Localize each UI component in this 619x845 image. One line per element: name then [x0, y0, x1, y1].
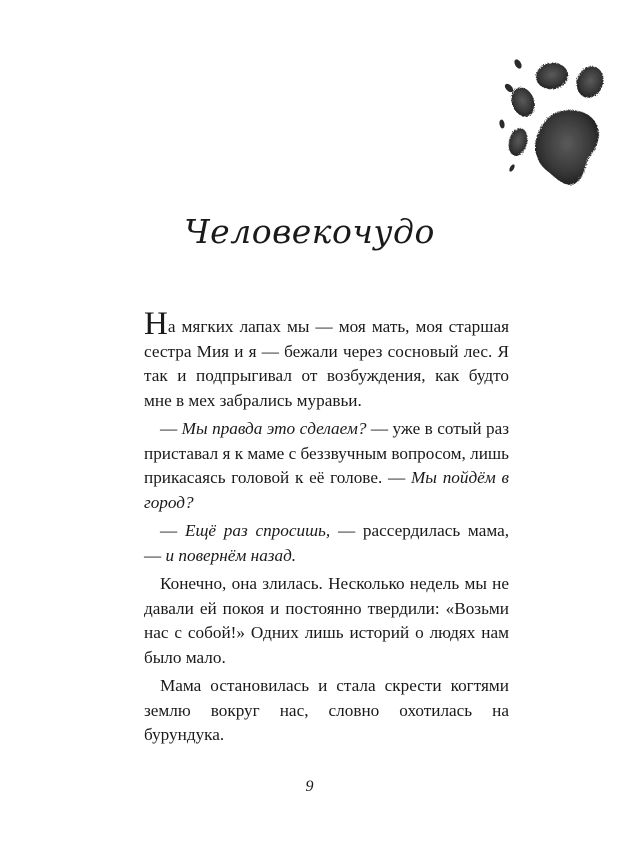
drop-cap: Н	[144, 306, 168, 342]
dialogue-italic: Мы правда это сделаем?	[181, 419, 367, 438]
paragraph-text: — рассердилась мама, —	[144, 521, 510, 565]
dialogue-dash: —	[160, 419, 182, 438]
dialogue-italic: Мы пойдём в город?	[144, 468, 509, 512]
paragraph-4: Конечно, она злилась. Несколько недель мы не давали ей покоя и постоянно твердили: «Возьми нас с собой!» Одних лишь историй о людях нам было мало.	[144, 574, 509, 667]
dialogue-dash: —	[160, 521, 185, 540]
paragraph-3	[144, 519, 509, 568]
chapter-title: Человекочудо	[184, 212, 435, 251]
paragraph-text: а мягких лапах мы — моя мать, моя старшая сестра Мия и я — бежали через сосновый лес. Я так и подпрыгивал от возбуждения, как будто мне в мех забрались муравьи.	[144, 317, 509, 410]
dialogue-italic: Ещё раз спросишь,	[184, 521, 331, 540]
paw-print-icon	[490, 52, 615, 187]
paragraph-2	[144, 417, 509, 515]
paragraph-text: — уже в сотый раз приставал я к маме с беззвучным вопросом, лишь прикасаясь головой к её голове. —	[144, 419, 510, 487]
page-number: 9	[305, 778, 314, 795]
chapter-body	[144, 306, 510, 752]
paragraph-5: Мама остановилась и стала скрести когтями землю вокруг нас, словно охотилась на бурундука.	[144, 676, 509, 744]
dialogue-italic: и повернём назад.	[165, 545, 297, 565]
paragraph-1	[144, 306, 509, 413]
